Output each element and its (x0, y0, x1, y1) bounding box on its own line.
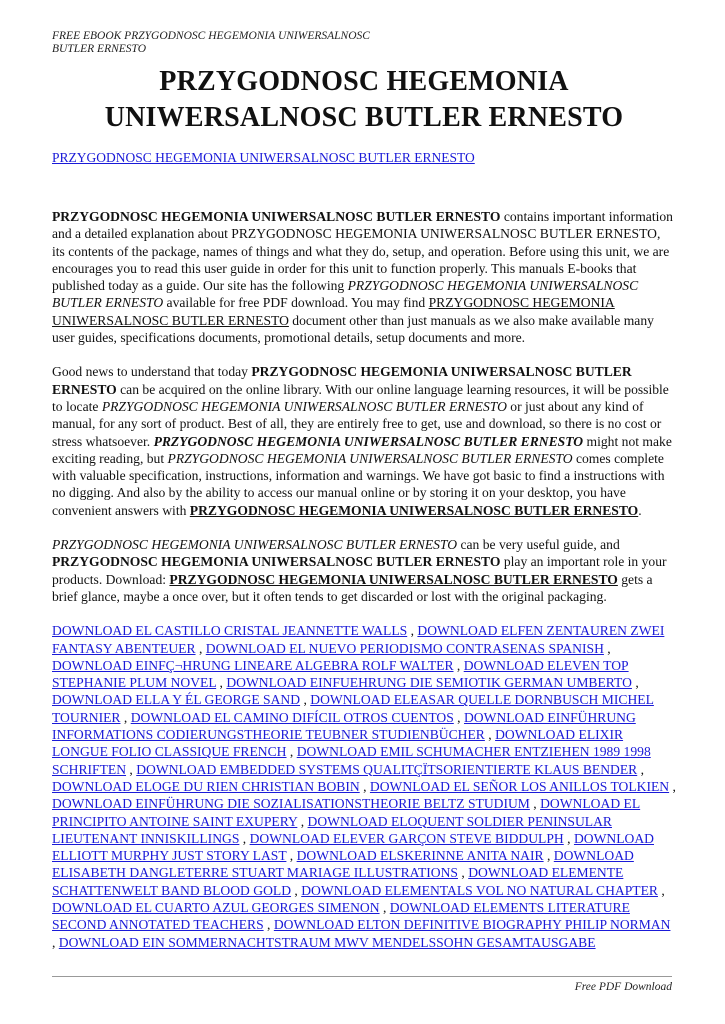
download-link[interactable]: DOWNLOAD EL NUEVO PERIODISMO CONTRASENAS SPANISH (205, 640, 604, 656)
running-header-line-2: BUTLER ERNESTO (52, 43, 147, 55)
p2-text-1: Good news to understand that today (52, 364, 252, 380)
book-title-italic: PRZYGODNOSC HEGEMONIA UNIWERSALNOSC BUTLER ERNESTO (101, 398, 507, 414)
title-link[interactable]: PRZYGODNOSC HEGEMONIA UNIWERSALNOSC BUTLER ERNESTO (52, 150, 475, 165)
book-title-italic: PRZYGODNOSC HEGEMONIA UNIWERSALNOSC BUTLER ERNESTO (167, 450, 573, 466)
download-link[interactable]: DOWNLOAD ELEVEN TOP STEPHANIE PLUM NOVEL (52, 657, 629, 691)
download-link[interactable]: DOWNLOAD EL PRINCIPITO ANTOINE SAINT EXUPERY (52, 796, 641, 829)
running-footer: Free PDF Download (574, 981, 672, 993)
link-separator: , (637, 761, 645, 777)
link-separator: , (457, 865, 469, 881)
page-title-line-1: PRZYGODNOSC HEGEMONIA (159, 66, 569, 97)
running-header-line-1: FREE EBOOK PRZYGODNOSC HEGEMONIA UNIWERSALNOSC (52, 30, 370, 42)
link-separator: , (291, 882, 302, 898)
link-separator: , (126, 761, 137, 777)
download-link[interactable]: DOWNLOAD ELTON DEFINITIVE BIOGRAPHY PHILIP NORMAN (273, 917, 671, 933)
download-link[interactable]: DOWNLOAD EL CUARTO AZUL GEORGES SIMENON (52, 899, 380, 915)
download-link[interactable]: DOWNLOAD ELEMENTE SCHATTENWELT BAND BLOOD GOLD (52, 865, 624, 898)
link-separator: , (216, 675, 227, 691)
link-separator: , (563, 830, 574, 846)
download-link[interactable]: DOWNLOAD ELIXIR LONGUE FOLIO CLASSIQUE FRENCH (52, 727, 624, 760)
link-separator: , (669, 778, 676, 794)
download-link[interactable]: DOWNLOAD EL CASTILLO CRISTAL JEANNETTE WALLS (52, 623, 408, 639)
book-title-bold: PRZYGODNOSC HEGEMONIA UNIWERSALNOSC BUTLER ERNESTO (52, 364, 632, 397)
p1-text-3: document other than just manuals as we also make available many user guides, specifications documents, promotional details, setup documents and more. (52, 312, 654, 346)
download-links-list (52, 622, 676, 951)
link-separator: , (52, 934, 59, 950)
p2-text-4: might not make exciting reading, but (52, 433, 672, 466)
book-title-underlined[interactable]: PRZYGODNOSC HEGEMONIA UNIWERSALNOSC BUTLER ERNESTO (52, 295, 615, 328)
download-link[interactable]: DOWNLOAD ELLA Y ÉL GEORGE SAND (52, 692, 301, 708)
book-title-bold-underlined[interactable]: PRZYGODNOSC HEGEMONIA UNIWERSALNOSC BUTLER ERNESTO (169, 571, 618, 587)
download-link[interactable]: DOWNLOAD EINFUEHRUNG DIE SEMIOTIK GERMAN UMBERTO (226, 675, 632, 691)
link-separator: , (484, 727, 496, 743)
link-separator: , (120, 709, 131, 725)
link-separator: , (263, 917, 274, 933)
download-link[interactable]: DOWNLOAD EL CAMINO DIFÍCIL OTROS CUENTOS (130, 709, 454, 725)
p3-text-2: play an important role in your products. Download: (52, 554, 667, 587)
book-title-bold-underlined[interactable]: PRZYGODNOSC HEGEMONIA UNIWERSALNOSC BUTLER ERNESTO (189, 502, 639, 518)
book-title-bold: PRZYGODNOSC HEGEMONIA UNIWERSALNOSC BUTLER ERNESTO (52, 209, 501, 224)
download-link[interactable]: DOWNLOAD EINFÇ¬HRUNG LINEARE ALGEBRA ROLF WALTER (52, 657, 454, 673)
running-header (52, 30, 676, 56)
top-link-container (52, 150, 676, 166)
link-separator: , (631, 675, 639, 691)
link-separator: , (359, 778, 370, 794)
document-page (52, 30, 676, 951)
news-paragraph (52, 363, 676, 519)
intro-paragraph (52, 208, 676, 346)
download-link[interactable]: DOWNLOAD ELEASAR QUELLE DORNBUSCH MICHEL TOURNIER (52, 692, 654, 725)
page-title (52, 64, 676, 136)
p3-text-1: can be very useful guide, and (457, 537, 620, 553)
link-separator: , (453, 657, 464, 673)
download-link[interactable]: DOWNLOAD EINFÜHRUNG INFORMATIONS CODIERUNGSTHEORIE TEUBNER STUDIENBÜCHER (52, 709, 636, 743)
book-title-bold: PRZYGODNOSC HEGEMONIA UNIWERSALNOSC BUTLER ERNESTO (52, 554, 501, 570)
p1-text-2: available for free PDF download. You may find (163, 295, 429, 311)
download-link[interactable]: DOWNLOAD ELFEN ZENTAUREN ZWEI FANTASY ABENTEUER (52, 623, 665, 656)
download-link[interactable]: DOWNLOAD EMBEDDED SYSTEMS QUALITÇÏTSORIENTIERTE KLAUS BENDER (136, 761, 638, 777)
download-link[interactable]: DOWNLOAD EMIL SCHUMACHER ENTZIEHEN 1989 1998 SCHRIFTEN (52, 744, 651, 777)
download-link[interactable]: DOWNLOAD ELLIOTT MURPHY JUST STORY LAST (52, 830, 654, 864)
link-separator: , (379, 899, 390, 915)
link-separator: , (543, 848, 554, 864)
link-separator: , (407, 623, 418, 639)
p2-text-3: or just about any kind of manual, for any sort of product. Best of all, they are entirely free to get, use and download, so there is no cost or stress whatsoever. (52, 398, 662, 449)
download-link[interactable]: DOWNLOAD ELEMENTS LITERATURE SECOND ANNOTATED TEACHERS (52, 899, 630, 933)
link-separator: , (297, 813, 308, 829)
link-separator: , (239, 830, 250, 846)
download-link[interactable]: DOWNLOAD EL SEÑOR LOS ANILLOS TOLKIEN (369, 778, 670, 794)
download-link[interactable]: DOWNLOAD ELEVER GARÇON STEVE BIDDULPH (249, 830, 564, 846)
link-separator: , (453, 709, 464, 725)
p3-text-3: gets a brief glance, maybe a once over, but it often tends to get discarded or lost with the original packaging. (52, 571, 653, 604)
link-separator: , (603, 640, 611, 656)
download-link[interactable]: DOWNLOAD EINFÜHRUNG DIE SOZIALISATIONSTHEORIE BELTZ STUDIUM (52, 796, 530, 812)
link-separator: , (195, 640, 206, 656)
link-separator: , (286, 848, 297, 864)
link-separator: , (529, 796, 541, 812)
p2-text-2: can be acquired on the online library. With our online language learning resources, it will be possible to locate (52, 381, 669, 414)
book-title-italic: PRZYGODNOSC HEGEMONIA UNIWERSALNOSC BUTLER ERNESTO (52, 278, 639, 311)
link-separator: , (286, 744, 297, 760)
p2-text-6: . (638, 502, 642, 518)
book-title-italic: PRZYGODNOSC HEGEMONIA UNIWERSALNOSC BUTLER ERNESTO (52, 537, 458, 553)
p1-text-1: contains important information and a detailed explanation about PRZYGODNOSC HEGEMONIA UNIWERSALNOSC BUTLER ERNESTO, its contents of the package, names of things and what they do, setup, and operation. Before using this unit, we are encourages you to read this user guide in order for this unit to function properly. This manuals E-books that published today as a guide. Our site has the following (52, 209, 673, 294)
link-separator: , (300, 692, 311, 708)
p2-text-5: comes complete with valuable specification, instructions, information and warnings. We have got basic to find a instructions with no digging. And also by the ability to access our manual online or by storing it on your desktop, you have convenient answers with (52, 450, 665, 518)
download-link[interactable]: DOWNLOAD EIN SOMMERNACHTSTRAUM MWV MENDELSSOHN GESAMTAUSGABE (58, 934, 596, 950)
download-link[interactable]: DOWNLOAD ELEMENTALS VOL NO NATURAL CHAPTER (301, 882, 658, 898)
download-link[interactable]: DOWNLOAD ELOGE DU RIEN CHRISTIAN BOBIN (52, 778, 360, 794)
link-separator: , (657, 882, 665, 898)
download-link[interactable]: DOWNLOAD ELOQUENT SOLDIER PENINSULAR LIEUTENANT INNISKILLINGS (52, 813, 612, 846)
footer-divider (52, 976, 672, 977)
download-link[interactable]: DOWNLOAD ELISABETH DANGLETERRE STUART MARIAGE ILLUSTRATIONS (52, 848, 634, 881)
download-link[interactable]: DOWNLOAD ELSKERINNE ANITA NAIR (296, 848, 544, 864)
guide-paragraph (52, 536, 676, 605)
book-title-bold-italic: PRZYGODNOSC HEGEMONIA UNIWERSALNOSC BUTLER ERNESTO (153, 433, 584, 449)
page-title-line-2: UNIWERSALNOSC BUTLER ERNESTO (104, 102, 624, 133)
